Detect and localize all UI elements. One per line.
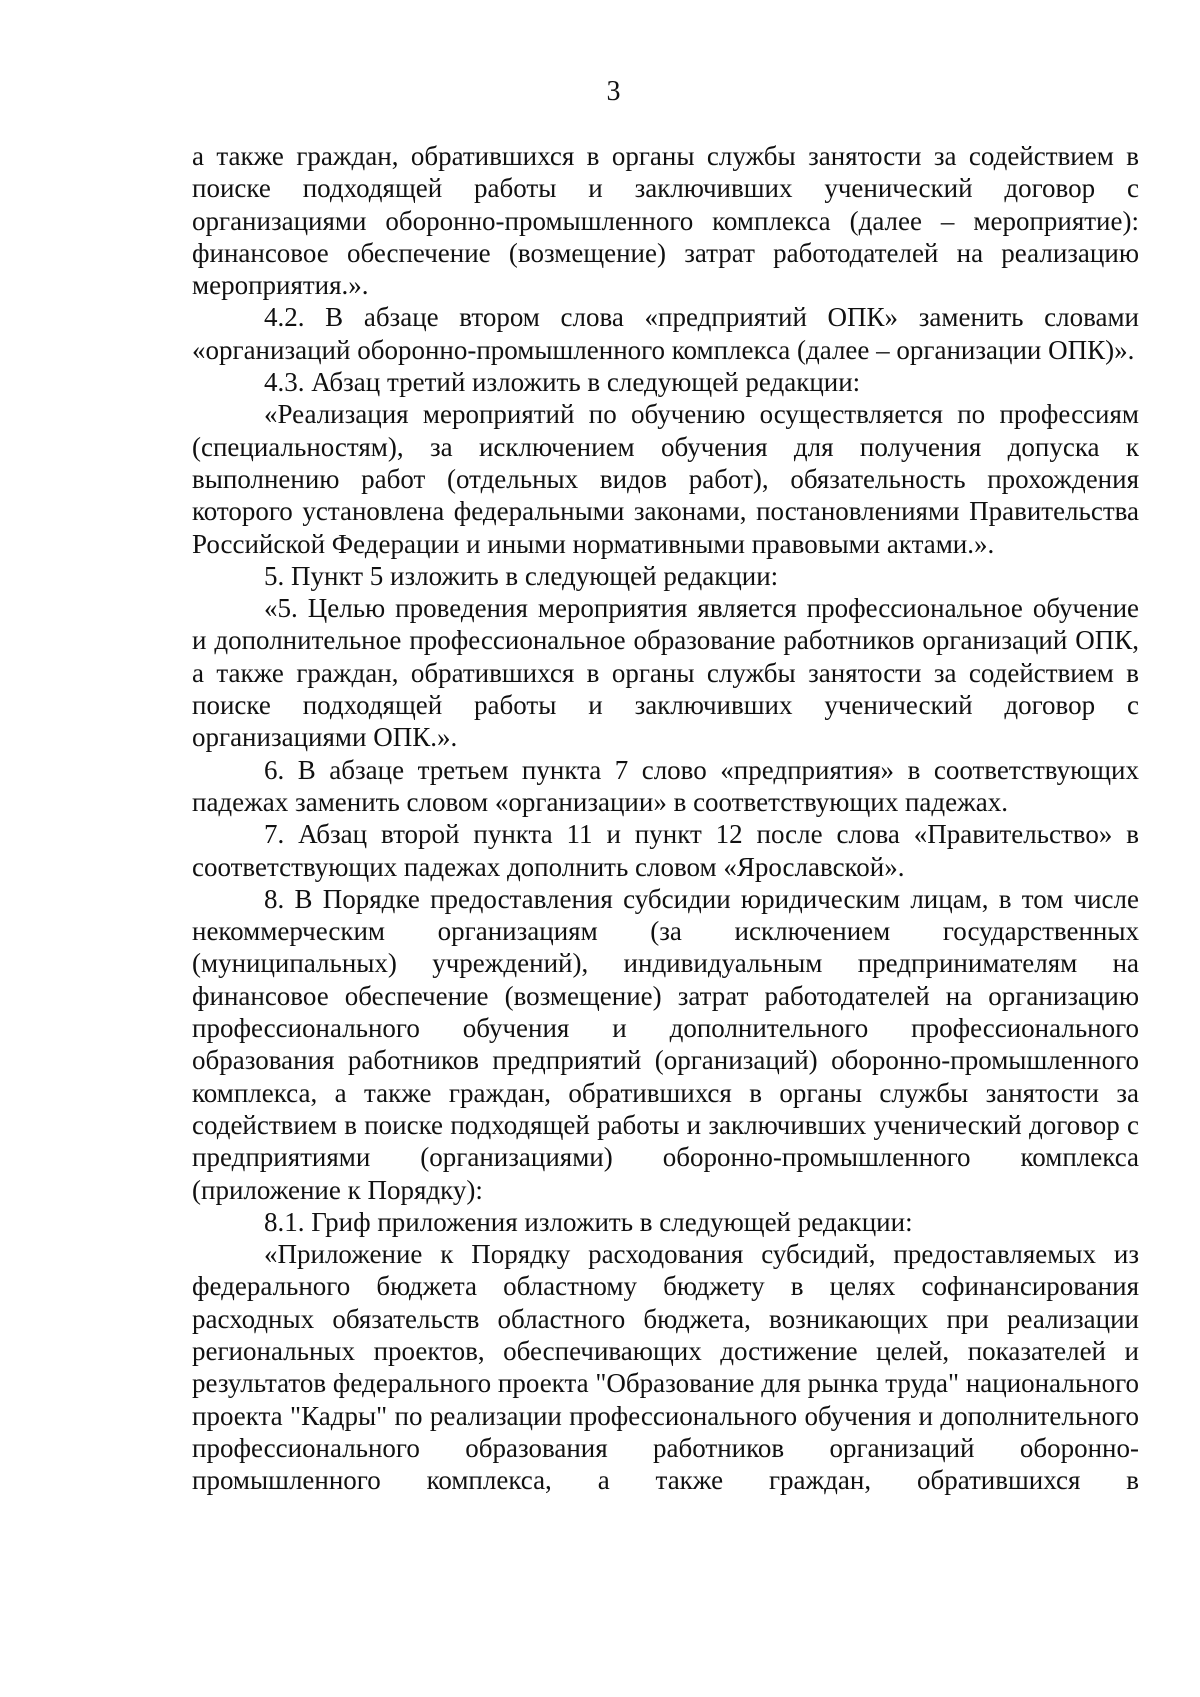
paragraph-4-2: 4.2. В абзаце втором слова «предприятий ОПК» заменить словами «организаций оборонно-промышленного комплекса (далее – организации ОПК)». xyxy=(192,302,1139,365)
paragraph-continuation: а также граждан, обратившихся в органы службы занятости за содействием в поиске подходящей работы и заключивших ученический договор с организациями оборонно-промышленного комплекса (далее – мероприятие): финансовое обеспечение (возмещение) затрат работодателей на реализацию мероприятия.». xyxy=(192,141,1139,301)
paragraph-8: 8. В Порядке предоставления субсидии юридическим лицам, в том числе некоммерческим организациям (за исключением государственных (муниципальных) учреждений), индивидуальным предпринимателям на финансовое обеспечение (возмещение) затрат работодателей на организацию профессионального обучения и дополнительного профессионального образования работников предприятий (организаций) оборонно-промышленного комплекса, а также граждан, обратившихся в органы службы занятости за содействием в поиске подходящей работы и заключивших ученический договор с предприятиями (организациями) оборонно-промышленного комплекса (приложение к Порядку): xyxy=(192,883,1139,1205)
paragraph-6: 6. В абзаце третьем пункта 7 слово «предприятия» в соответствующих падежах заменить словом «организации» в соответствующих падежах. xyxy=(192,754,1139,817)
paragraph-5-quote: «5. Целью проведения мероприятия является профессиональное обучение и дополнительное профессиональное образование работников организаций ОПК, а также граждан, обратившихся в органы службы занятости за содействием в поиске подходящей работы и заключивших ученический договор с организациями ОПК.». xyxy=(192,593,1139,753)
paragraph-8-1-quote: «Приложение к Порядку расходования субсидий, предоставляемых из федерального бюджета областному бюджету в целях софинансирования расходных обязательств областного бюджета, возникающих при реализации региональных проектов, обеспечивающих достижение целей, показателей и результатов федерального проекта "Образование для рынка труда" национального проекта "Кадры" по реализации профессионального обучения и дополнительного профессионального образования работников организаций оборонно-промышленного комплекса, а также граждан, обратившихся в xyxy=(192,1239,1139,1496)
document-body xyxy=(192,140,1139,1496)
paragraph-8-1: 8.1. Гриф приложения изложить в следующей редакции: xyxy=(264,1206,913,1237)
paragraph-4-3: 4.3. Абзац третий изложить в следующей редакции: xyxy=(264,367,861,398)
paragraph-5: 5. Пункт 5 изложить в следующей редакции: xyxy=(264,560,779,591)
paragraph-7: 7. Абзац второй пункта 11 и пункт 12 после слова «Правительство» в соответствующих падежах дополнить словом «Ярославской». xyxy=(192,819,1139,882)
page-number: 3 xyxy=(606,76,621,107)
paragraph-4-3-quote: «Реализация мероприятий по обучению осуществляется по профессиям (специальностям), за исключением обучения для получения допуска к выполнению работ (отдельных видов работ), обязательность прохождения которого установлена федеральными законами, постановлениями Правительства Российской Федерации и иными нормативными правовыми актами.». xyxy=(192,399,1139,559)
